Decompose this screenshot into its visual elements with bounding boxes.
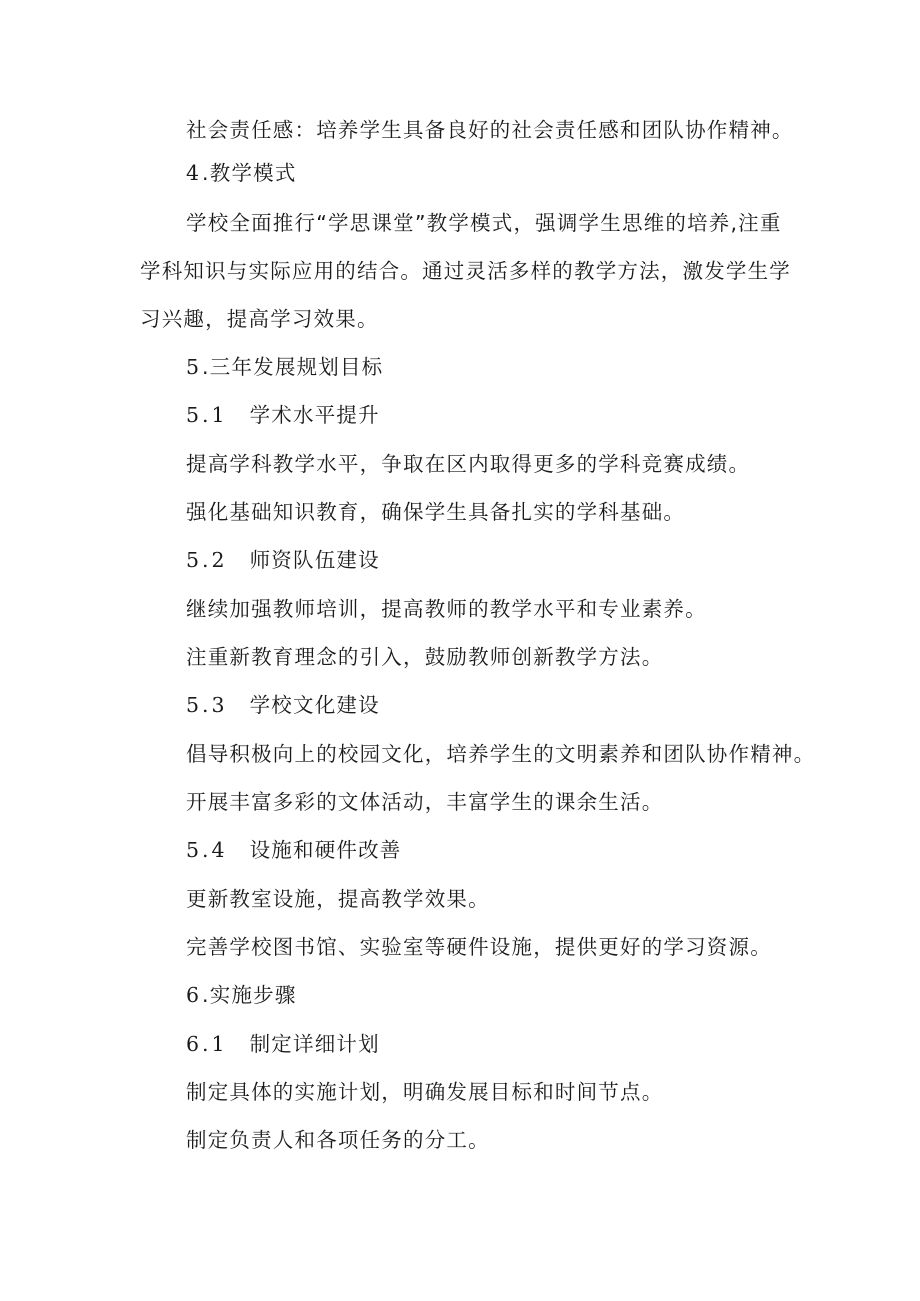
section-number: 4 bbox=[186, 161, 203, 185]
paragraph-text: 习兴趣，提高学习效果。 bbox=[140, 307, 379, 331]
paragraph-facilities-1 bbox=[186, 885, 490, 913]
paragraph-plan-1 bbox=[186, 1078, 663, 1106]
subsection-heading-5-4 bbox=[186, 836, 402, 864]
subsection-number: 6.1 bbox=[186, 1032, 228, 1056]
subsection-heading-5-2 bbox=[186, 546, 380, 574]
paragraph-text: 制定具体的实施计划，明确发展目标和时间节点。 bbox=[186, 1080, 664, 1104]
paragraph-text: 倡导积极向上的校园文化，培养学生的文明素养和团队协作精神。 bbox=[186, 742, 816, 766]
paragraph-text: 提高学科教学水平，争取在区内取得更多的学科竞赛成绩。 bbox=[186, 452, 751, 476]
paragraph-teachers-1 bbox=[186, 595, 707, 623]
paragraph-plan-2 bbox=[186, 1126, 490, 1154]
paragraph-text: 继续加强教师培训，提高教师的教学水平和专业素养。 bbox=[186, 597, 707, 621]
paragraph-teaching-mode-line3 bbox=[140, 305, 379, 333]
paragraph-text: 学校全面推行“学思课堂”教学模式，强调学生思维的培养,注重 bbox=[186, 211, 782, 235]
subsection-heading-6-1 bbox=[186, 1030, 380, 1058]
paragraph-text: 强化基础知识教育，确保学生具备扎实的学科基础。 bbox=[186, 500, 686, 524]
paragraph-text: 制定负责人和各项任务的分工。 bbox=[186, 1128, 490, 1152]
subsection-title: 师资队伍建设 bbox=[249, 548, 380, 572]
subsection-number: 5.2 bbox=[186, 548, 228, 572]
paragraph-culture-1 bbox=[186, 740, 815, 768]
paragraph-teaching-mode-line2 bbox=[140, 257, 791, 285]
paragraph-text: 社会责任感：培养学生具备良好的社会责任感和团队协作精神。 bbox=[186, 118, 794, 142]
subsection-title: 设施和硬件改善 bbox=[249, 838, 402, 862]
section-heading-5 bbox=[186, 353, 383, 381]
subsection-number: 5.1 bbox=[186, 403, 228, 427]
section-number: 5 bbox=[186, 355, 203, 379]
section-title: .实施步骤 bbox=[202, 983, 297, 1007]
section-heading-6 bbox=[186, 981, 297, 1009]
paragraph-teachers-2 bbox=[186, 643, 663, 671]
paragraph-text: 更新教室设施，提高教学效果。 bbox=[186, 887, 490, 911]
paragraph-social-responsibility bbox=[186, 116, 794, 144]
subsection-heading-5-3 bbox=[186, 691, 380, 719]
paragraph-text: 开展丰富多彩的文体活动，丰富学生的课余生活。 bbox=[186, 790, 664, 814]
paragraph-text: 学科知识与实际应用的结合。通过灵活多样的教学方法，激发学生学 bbox=[140, 259, 791, 283]
subsection-heading-5-1 bbox=[186, 401, 380, 429]
section-title: .教学模式 bbox=[202, 161, 297, 185]
paragraph-text: 注重新教育理念的引入，鼓励教师创新教学方法。 bbox=[186, 645, 664, 669]
paragraph-culture-2 bbox=[186, 788, 663, 816]
section-heading-4 bbox=[186, 159, 297, 187]
paragraph-text: 完善学校图书馆、实验室等硬件设施，提供更好的学习资源。 bbox=[186, 935, 772, 959]
subsection-number: 5.4 bbox=[186, 838, 228, 862]
subsection-title: 学术水平提升 bbox=[249, 403, 380, 427]
paragraph-academic-1 bbox=[186, 450, 750, 478]
paragraph-teaching-mode-line1 bbox=[186, 209, 782, 237]
paragraph-academic-2 bbox=[186, 498, 685, 526]
paragraph-facilities-2 bbox=[186, 933, 772, 961]
subsection-title: 学校文化建设 bbox=[249, 693, 380, 717]
subsection-number: 5.3 bbox=[186, 693, 228, 717]
section-number: 6 bbox=[186, 983, 203, 1007]
section-title: .三年发展规划目标 bbox=[202, 355, 384, 379]
subsection-title: 制定详细计划 bbox=[249, 1032, 380, 1056]
